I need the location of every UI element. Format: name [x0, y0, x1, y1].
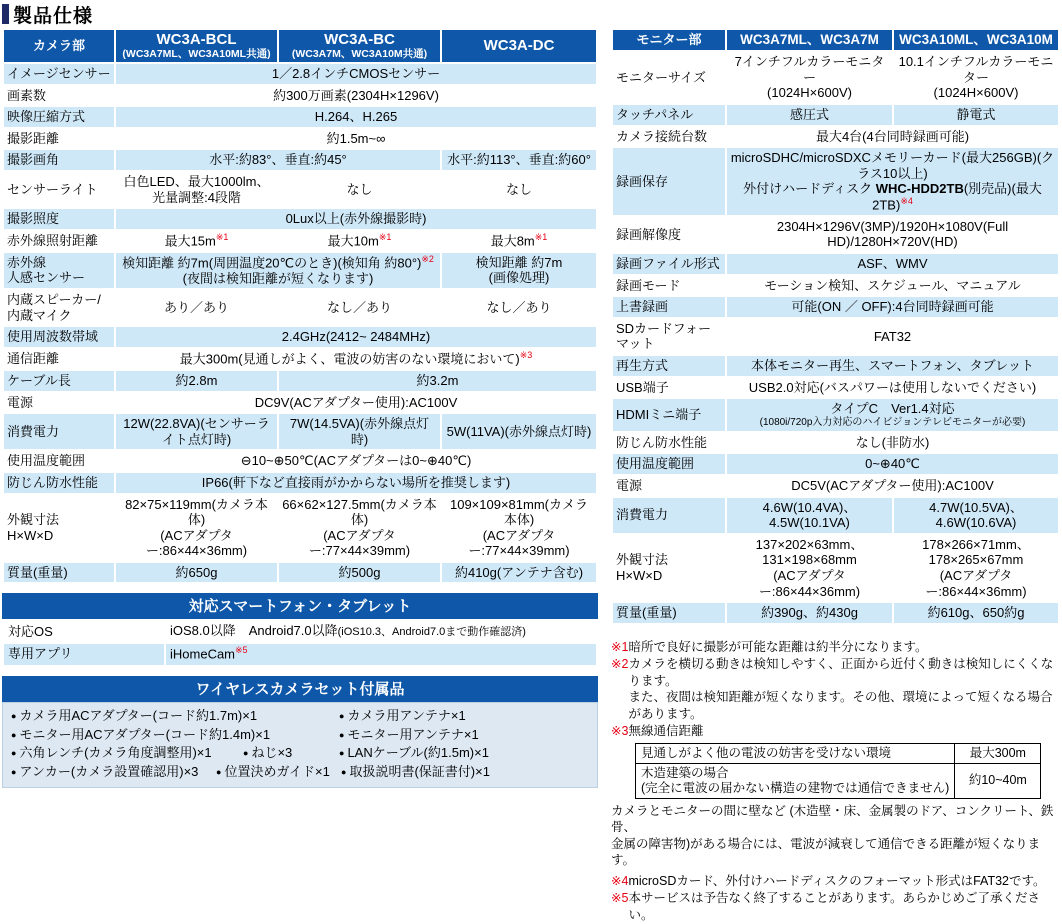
row-speaker-mic [4, 290, 596, 325]
footnote-5 [611, 890, 1060, 923]
row-playback [613, 356, 1058, 376]
note-line: 金属の障害物)がある場合には、電波が減衰して通信できる距離が短くなります。 [611, 836, 1041, 868]
distance-cell: 最大300m [955, 743, 1041, 763]
row-dimensions [4, 495, 596, 561]
row-label: 消費電力 [4, 414, 114, 449]
spec-cell [727, 535, 892, 601]
wall-attenuation-note [611, 803, 1060, 869]
model-sub: (WC3A7M、WC3A10M共通) [291, 47, 428, 60]
cell-text: 7インチフルカラーモニター [734, 54, 885, 85]
smartphone-table [2, 619, 598, 666]
footnote-text: 無線通信距離 [628, 724, 704, 739]
spec-cell: 12W(22.8VA)(センサーライト点灯時) [116, 414, 277, 449]
spec-cell: DC5V(ACアダプター使用):AC100V [727, 476, 1058, 496]
spec-cell: 約610g、650約g [894, 603, 1058, 623]
spec-cell: 約300万画素(2304H×1296V) [116, 86, 596, 106]
cell-text: iHomeCam [170, 646, 236, 662]
spec-cell [279, 495, 440, 561]
row-label: 録画保存 [613, 148, 725, 215]
row-label-line: H×W×D [7, 527, 54, 543]
spec-cell: あり／あり [116, 290, 277, 325]
row-label: 映像圧縮方式 [4, 107, 114, 127]
row-recording-format [613, 254, 1058, 274]
row-label [4, 495, 114, 561]
bullet-icon: ● [11, 729, 17, 740]
spec-cell: 白色LED、最大1000lm、光量調整:4段階 [116, 172, 277, 207]
row-label: 画素数 [4, 86, 114, 106]
spec-cell [116, 495, 277, 561]
accessory-text: アンカー(カメラ設置確認用)×3 [19, 764, 199, 780]
row-recording-storage [613, 148, 1058, 215]
row-pixels [4, 86, 596, 106]
row-overwrite [613, 297, 1058, 317]
bullet-icon: ● [11, 748, 17, 759]
row-view-angle [4, 150, 596, 170]
monitor-section-label: モニター部 [613, 30, 725, 50]
footnote-2 [611, 656, 1060, 722]
row-label: 使用温度範囲 [613, 454, 725, 474]
note-line: カメラとモニターの間に壁など (木造壁・床、金属製のドア、コンクリート、鉄骨、 [611, 803, 1054, 835]
spec-cell [116, 253, 440, 289]
spec-cell [894, 535, 1058, 601]
page-title-text: 製品仕様 [13, 5, 94, 27]
spec-cell: 感圧式 [727, 105, 892, 125]
accessories-line [11, 763, 591, 782]
spec-cell [894, 52, 1058, 103]
row-label: 専用アプリ [4, 644, 164, 665]
accessories-section-header: ワイヤレスカメラセット付属品 [2, 676, 598, 702]
row-label-line: 外観寸法 [7, 512, 60, 528]
accessory-text: カメラ用ACアダプター(コード約1.7m)×1 [19, 707, 258, 723]
cell-text: 137×202×63mm、131×198×68mm [755, 536, 864, 568]
row-hdmi [613, 399, 1058, 431]
accessory-item [11, 726, 339, 745]
row-power-monitor [613, 476, 1058, 496]
row-label: モニターサイズ [613, 52, 725, 103]
spec-cell: 5W(11VA)(赤外線点灯時) [442, 414, 596, 449]
accessory-text: 位置決めガイド×1 [224, 764, 330, 780]
spec-cell: ASF、WMV [727, 254, 1058, 274]
bullet-icon: ● [339, 729, 345, 740]
accessory-text: 取扱説明書(保証書付)×1 [349, 764, 490, 780]
spec-cell [116, 231, 277, 251]
row-consumption [4, 414, 596, 449]
cell-text: 外付けハードディスク [743, 181, 876, 197]
product-code: WHC-HDD2TB [875, 181, 964, 197]
row-label: 上書録画 [613, 297, 725, 317]
spec-cell: 水平:約83°、垂直:約45° [116, 150, 440, 170]
cell-text: (ACアダプター:86×44×36mm) [925, 567, 1027, 599]
spec-cell: 約410g(アンテナ含む) [442, 563, 596, 583]
wireless-distance-table [635, 743, 1041, 799]
row-comm-distance [4, 349, 596, 369]
row-temp-range [4, 451, 596, 471]
row-label: 消費電力 [613, 498, 725, 533]
row-label: SDカードフォーマット [613, 319, 725, 354]
bullet-icon: ● [216, 767, 222, 778]
footnote-mark: ※3 [519, 350, 533, 361]
distance-cell: 約10~40m [955, 763, 1041, 798]
footnote-3 [611, 723, 1060, 740]
spec-cell: なし／あり [279, 290, 440, 325]
footnote-4 [611, 873, 1060, 890]
footnote-text: 本サービスは予告なく終了することがあります。あらかじめご了承ください。 [628, 891, 1040, 922]
cell-text: 最大15m [164, 233, 216, 249]
camera-column [2, 28, 598, 788]
row-label: 電源 [4, 393, 114, 413]
row-label: ケーブル長 [4, 371, 114, 391]
spec-cell: 最大4台(4台同時録画可能) [727, 127, 1058, 147]
row-label: 質量(重量) [4, 563, 114, 583]
spec-cell: なし／あり [442, 290, 596, 325]
col-header-wc3a-bcl [116, 30, 277, 62]
accessory-item [339, 744, 591, 763]
accessory-text: 六角レンチ(カメラ角度調整用)×1 [19, 745, 212, 761]
cell-text: (1024H×600V) [933, 85, 1019, 101]
camera-section-label: カメラ部 [4, 30, 114, 62]
spec-cell: 約1.5m~∞ [116, 129, 596, 149]
spec-cell: 本体モニター再生、スマートフォン、タブレット [727, 356, 1058, 376]
accessory-item [11, 763, 216, 782]
accessory-text: ねじ×3 [251, 745, 293, 761]
cell-text: microSDHC/microSDXCメモリーカード(最大256GB)(クラス10以上) [730, 150, 1055, 181]
footnote-mark: ※1 [378, 231, 392, 242]
smartphone-section-header: 対応スマートフォン・タブレット [2, 593, 598, 619]
row-sensor-light [4, 172, 596, 207]
bullet-icon: ● [11, 767, 17, 778]
row-label: 撮影照度 [4, 209, 114, 229]
row-ir-distance [4, 231, 596, 251]
row-weight-monitor [613, 603, 1058, 623]
row-label: 再生方式 [613, 356, 725, 376]
row-label: 電源 [613, 476, 725, 496]
spec-cell: 4.7W(10.5VA)、4.6W(10.6VA) [894, 498, 1058, 533]
spec-cell [166, 644, 596, 665]
row-sd-format [613, 319, 1058, 354]
row-label: 使用温度範囲 [4, 451, 114, 471]
footnote-mark: ※1 [534, 231, 548, 242]
row-usb [613, 378, 1058, 398]
row-label-line: 赤外線 [7, 254, 47, 270]
cell-text: (ACアダプター:77×44×39mm) [308, 527, 411, 559]
footnote-number: ※1 [611, 639, 629, 654]
footnote-line: また、夜間は検知距離が短くなります。その他、環境によって短くなる場合があります。 [628, 690, 1053, 721]
cell-text: (1080i/720p入力対応のハイビジョンテレビモニターが必要) [759, 416, 1026, 428]
accessory-item [11, 707, 339, 726]
row-label [613, 535, 725, 601]
row-power [4, 393, 596, 413]
cell-text: iOS8.0以降 Android7.0以降 [170, 623, 338, 639]
row-compression [4, 107, 596, 127]
row-waterproof [4, 473, 596, 493]
row-monitor-size [613, 52, 1058, 103]
spec-cell: 水平:約113°、垂直:約60° [442, 150, 596, 170]
row-label: 防じん防水性能 [613, 433, 725, 453]
row-label: USB端子 [613, 378, 725, 398]
row-label: タッチパネル [613, 105, 725, 125]
footnote-number: ※2 [611, 657, 629, 672]
footnote-1 [611, 639, 1060, 656]
spec-cell: 静電式 [894, 105, 1058, 125]
row-label-line: H×W×D [616, 567, 663, 583]
table-row [636, 763, 1041, 798]
spec-cell [279, 231, 440, 251]
spec-cell: 約390g、約430g [727, 603, 892, 623]
bullet-icon: ● [11, 710, 17, 721]
spec-cell: 2304H×1296V(3MP)/1920H×1080V(Full HD)/1280H×720V(HD) [727, 217, 1058, 252]
spec-cell: 約3.2m [279, 371, 596, 391]
condition-line: 木造建築の場合 [641, 765, 729, 780]
accessories-panel [2, 702, 598, 788]
row-label: 使用周波数帯域 [4, 327, 114, 347]
cell-text: 66×62×127.5mm(カメラ本体) [282, 496, 437, 528]
spec-cell: DC9V(ACアダプター使用):AC100V [116, 393, 596, 413]
row-label: 防じん防水性能 [4, 473, 114, 493]
monitor-table-header [613, 30, 1058, 50]
accessory-item [341, 763, 591, 782]
monitor-column [611, 28, 1060, 924]
row-label [4, 253, 114, 289]
footnote-line: カメラを横切る動きは検知しやすく、正面から近付く動きは検知しにくくなります。 [628, 657, 1054, 688]
cell-text: 10.1インチフルカラーモニター [898, 54, 1054, 85]
col-header-wc3a-dc [442, 30, 596, 62]
row-label: 内蔵スピーカー/内蔵マイク [4, 290, 114, 325]
accessory-text: LANケーブル(約1.5m)×1 [347, 745, 489, 761]
footnote-mark: ※1 [215, 231, 229, 242]
cell-text: 最大300m(見通しがよく、電波の妨害のない環境において) [179, 351, 520, 367]
accessory-text: カメラ用アンテナ×1 [347, 707, 466, 723]
table-row [636, 743, 1041, 763]
spec-cell: 1／2.8インチCMOSセンサー [116, 64, 596, 84]
row-weight [4, 563, 596, 583]
spec-cell [166, 621, 596, 642]
row-label: 録画モード [613, 276, 725, 296]
accessory-item [339, 707, 591, 726]
bullet-icon: ● [339, 710, 345, 721]
spec-cell [442, 231, 596, 251]
cell-text: 検知距離 約7m(周囲温度20℃のとき)(検知角 約80°) [122, 255, 422, 271]
footnote-text [628, 656, 1060, 722]
cell-text: 109×109×81mm(カメラ本体) [449, 496, 588, 528]
row-label-line: 外観寸法 [616, 552, 669, 568]
footnote-text: microSDカード、外付けハードディスクのフォーマット形式はFAT32です。 [628, 873, 1046, 888]
accessories-line [11, 744, 591, 763]
footnotes-section [611, 639, 1060, 924]
row-label: 撮影距離 [4, 129, 114, 149]
cell-note: (iOS10.3、Android7.0まで動作確認済) [337, 626, 526, 639]
row-cable-length [4, 371, 596, 391]
row-label: 対応OS [4, 621, 164, 642]
spec-cell [116, 349, 596, 369]
model-name: WC3A10ML、WC3A10M [899, 32, 1053, 47]
footnote-mark: ※4 [900, 195, 913, 206]
row-label: 通信距離 [4, 349, 114, 369]
model-name: WC3A-BCL [156, 31, 237, 48]
row-temp-range-monitor [613, 454, 1058, 474]
spec-cell: H.264、H.265 [116, 107, 596, 127]
cell-text: (ACアダプター:86×44×36mm) [145, 527, 248, 559]
bullet-icon: ● [341, 767, 347, 778]
row-image-sensor [4, 64, 596, 84]
spec-cell: 0Lux以上(赤外線撮影時) [116, 209, 596, 229]
spec-cell: なし [279, 172, 440, 207]
row-dimensions-monitor [613, 535, 1058, 601]
accessory-item [243, 744, 339, 763]
spec-cell: 約500g [279, 563, 440, 583]
footnote-number: ※4 [611, 873, 629, 888]
footnote-text: 暗所で良好に撮影が可能な距離は約半分になります。 [628, 639, 928, 654]
bullet-icon: ● [243, 748, 249, 759]
col-header-wc3a-bc [279, 30, 440, 62]
row-label-line: 人感センサー [7, 270, 86, 286]
spec-cell: ⊖10~⊕50℃(ACアダプターは0~⊕40℃) [116, 451, 596, 471]
accessory-text: モニター用ACアダプター(コード約1.4m)×1 [19, 726, 271, 742]
spec-cell: FAT32 [727, 319, 1058, 354]
accessory-item [11, 744, 243, 763]
spec-cell: IP66(軒下など直接雨がかからない場所を推奨します) [116, 473, 596, 493]
row-label: カメラ接続台数 [613, 127, 725, 147]
spec-cell: モーション検知、スケジュール、マニュアル [727, 276, 1058, 296]
row-touch-panel [613, 105, 1058, 125]
cell-text: 82×75×119mm(カメラ本体) [125, 496, 268, 528]
camera-spec-table [2, 28, 598, 584]
condition-line: (完全に電波の届かない構造の建物では通信できません) [641, 780, 950, 795]
accessories-line [11, 726, 591, 745]
cell-text: 178×266×71mm、178×265×67mm [922, 536, 1030, 568]
cell-text [730, 181, 1055, 213]
cell-text: 最大8m [490, 233, 535, 249]
model-name: WC3A-BC [324, 31, 395, 48]
bullet-icon: ● [339, 748, 345, 759]
row-label: 撮影画角 [4, 150, 114, 170]
spec-cell: 約650g [116, 563, 277, 583]
accessory-item [216, 763, 341, 782]
footnote-mark: ※2 [421, 253, 434, 264]
row-frequency [4, 327, 596, 347]
cell-text: タイプC Ver1.4対応 [830, 401, 955, 417]
cell-text: (ACアダプター:86×44×36mm) [758, 567, 861, 599]
model-name: WC3A-DC [483, 36, 555, 54]
row-supported-os [4, 621, 596, 642]
row-waterproof-monitor [613, 433, 1058, 453]
row-label: センサーライト [4, 172, 114, 207]
page-title [2, 2, 1060, 26]
cell-text: (別売品)(最大2TB) [872, 181, 1042, 213]
spec-cell: 7W(14.5VA)(赤外線点灯時) [279, 414, 440, 449]
spec-cell: 2.4GHz(2412~ 2484MHz) [116, 327, 596, 347]
spec-cell [727, 399, 1058, 431]
row-label: 録画ファイル形式 [613, 254, 725, 274]
row-shooting-distance [4, 129, 596, 149]
row-recording-resolution [613, 217, 1058, 252]
row-camera-count [613, 127, 1058, 147]
cell-text: (画像処理) [488, 270, 550, 286]
model-sub: (WC3A7ML、WC3A10ML共通) [122, 47, 271, 60]
spec-cell: 可能(ON ／ OFF):4台同時録画可能 [727, 297, 1058, 317]
cell-text: 検知距離 約7m [475, 254, 563, 270]
row-label: イメージセンサー [4, 64, 114, 84]
footnote-number: ※5 [611, 891, 629, 906]
row-illuminance [4, 209, 596, 229]
spec-cell: 約2.8m [116, 371, 277, 391]
row-recording-mode [613, 276, 1058, 296]
spec-cell: USB2.0対応(バスパワーは使用しないでください) [727, 378, 1058, 398]
cell-text: (夜間は検知距離が短くなります) [182, 270, 374, 286]
condition-cell [636, 763, 955, 798]
footnote-mark: ※5 [235, 645, 248, 656]
model-name: WC3A7ML、WC3A7M [740, 32, 879, 47]
row-label: HDMIミニ端子 [613, 399, 725, 431]
row-consumption-monitor [613, 498, 1058, 533]
camera-table-header [4, 30, 596, 62]
spec-cell [442, 253, 596, 289]
cell-text: (1024H×600V) [767, 85, 852, 101]
spec-cell: 0~⊕40℃ [727, 454, 1058, 474]
accessory-text: モニター用アンテナ×1 [347, 726, 479, 742]
col-header-wc3a7 [727, 30, 892, 50]
accessory-item [339, 726, 591, 745]
col-header-wc3a10 [894, 30, 1058, 50]
spec-cell [727, 148, 1058, 215]
row-label: 質量(重量) [613, 603, 725, 623]
title-accent-bar [2, 4, 9, 24]
spec-cell: なし(非防水) [727, 433, 1058, 453]
monitor-spec-table [611, 28, 1060, 625]
accessories-line [11, 707, 591, 726]
footnote-number: ※3 [611, 724, 629, 739]
spec-cell: 4.6W(10.4VA)、4.5W(10.1VA) [727, 498, 892, 533]
cell-text: (ACアダプター:77×44×39mm) [468, 527, 570, 559]
spec-cell [727, 52, 892, 103]
row-motion-sensor [4, 253, 596, 289]
spec-cell: なし [442, 172, 596, 207]
row-label: 録画解像度 [613, 217, 725, 252]
spec-cell [442, 495, 596, 561]
row-label: 赤外線照射距離 [4, 231, 114, 251]
condition-cell: 見通しがよく他の電波の妨害を受けない環境 [636, 743, 955, 763]
cell-text: 最大10m [327, 233, 379, 249]
row-dedicated-app [4, 644, 596, 665]
